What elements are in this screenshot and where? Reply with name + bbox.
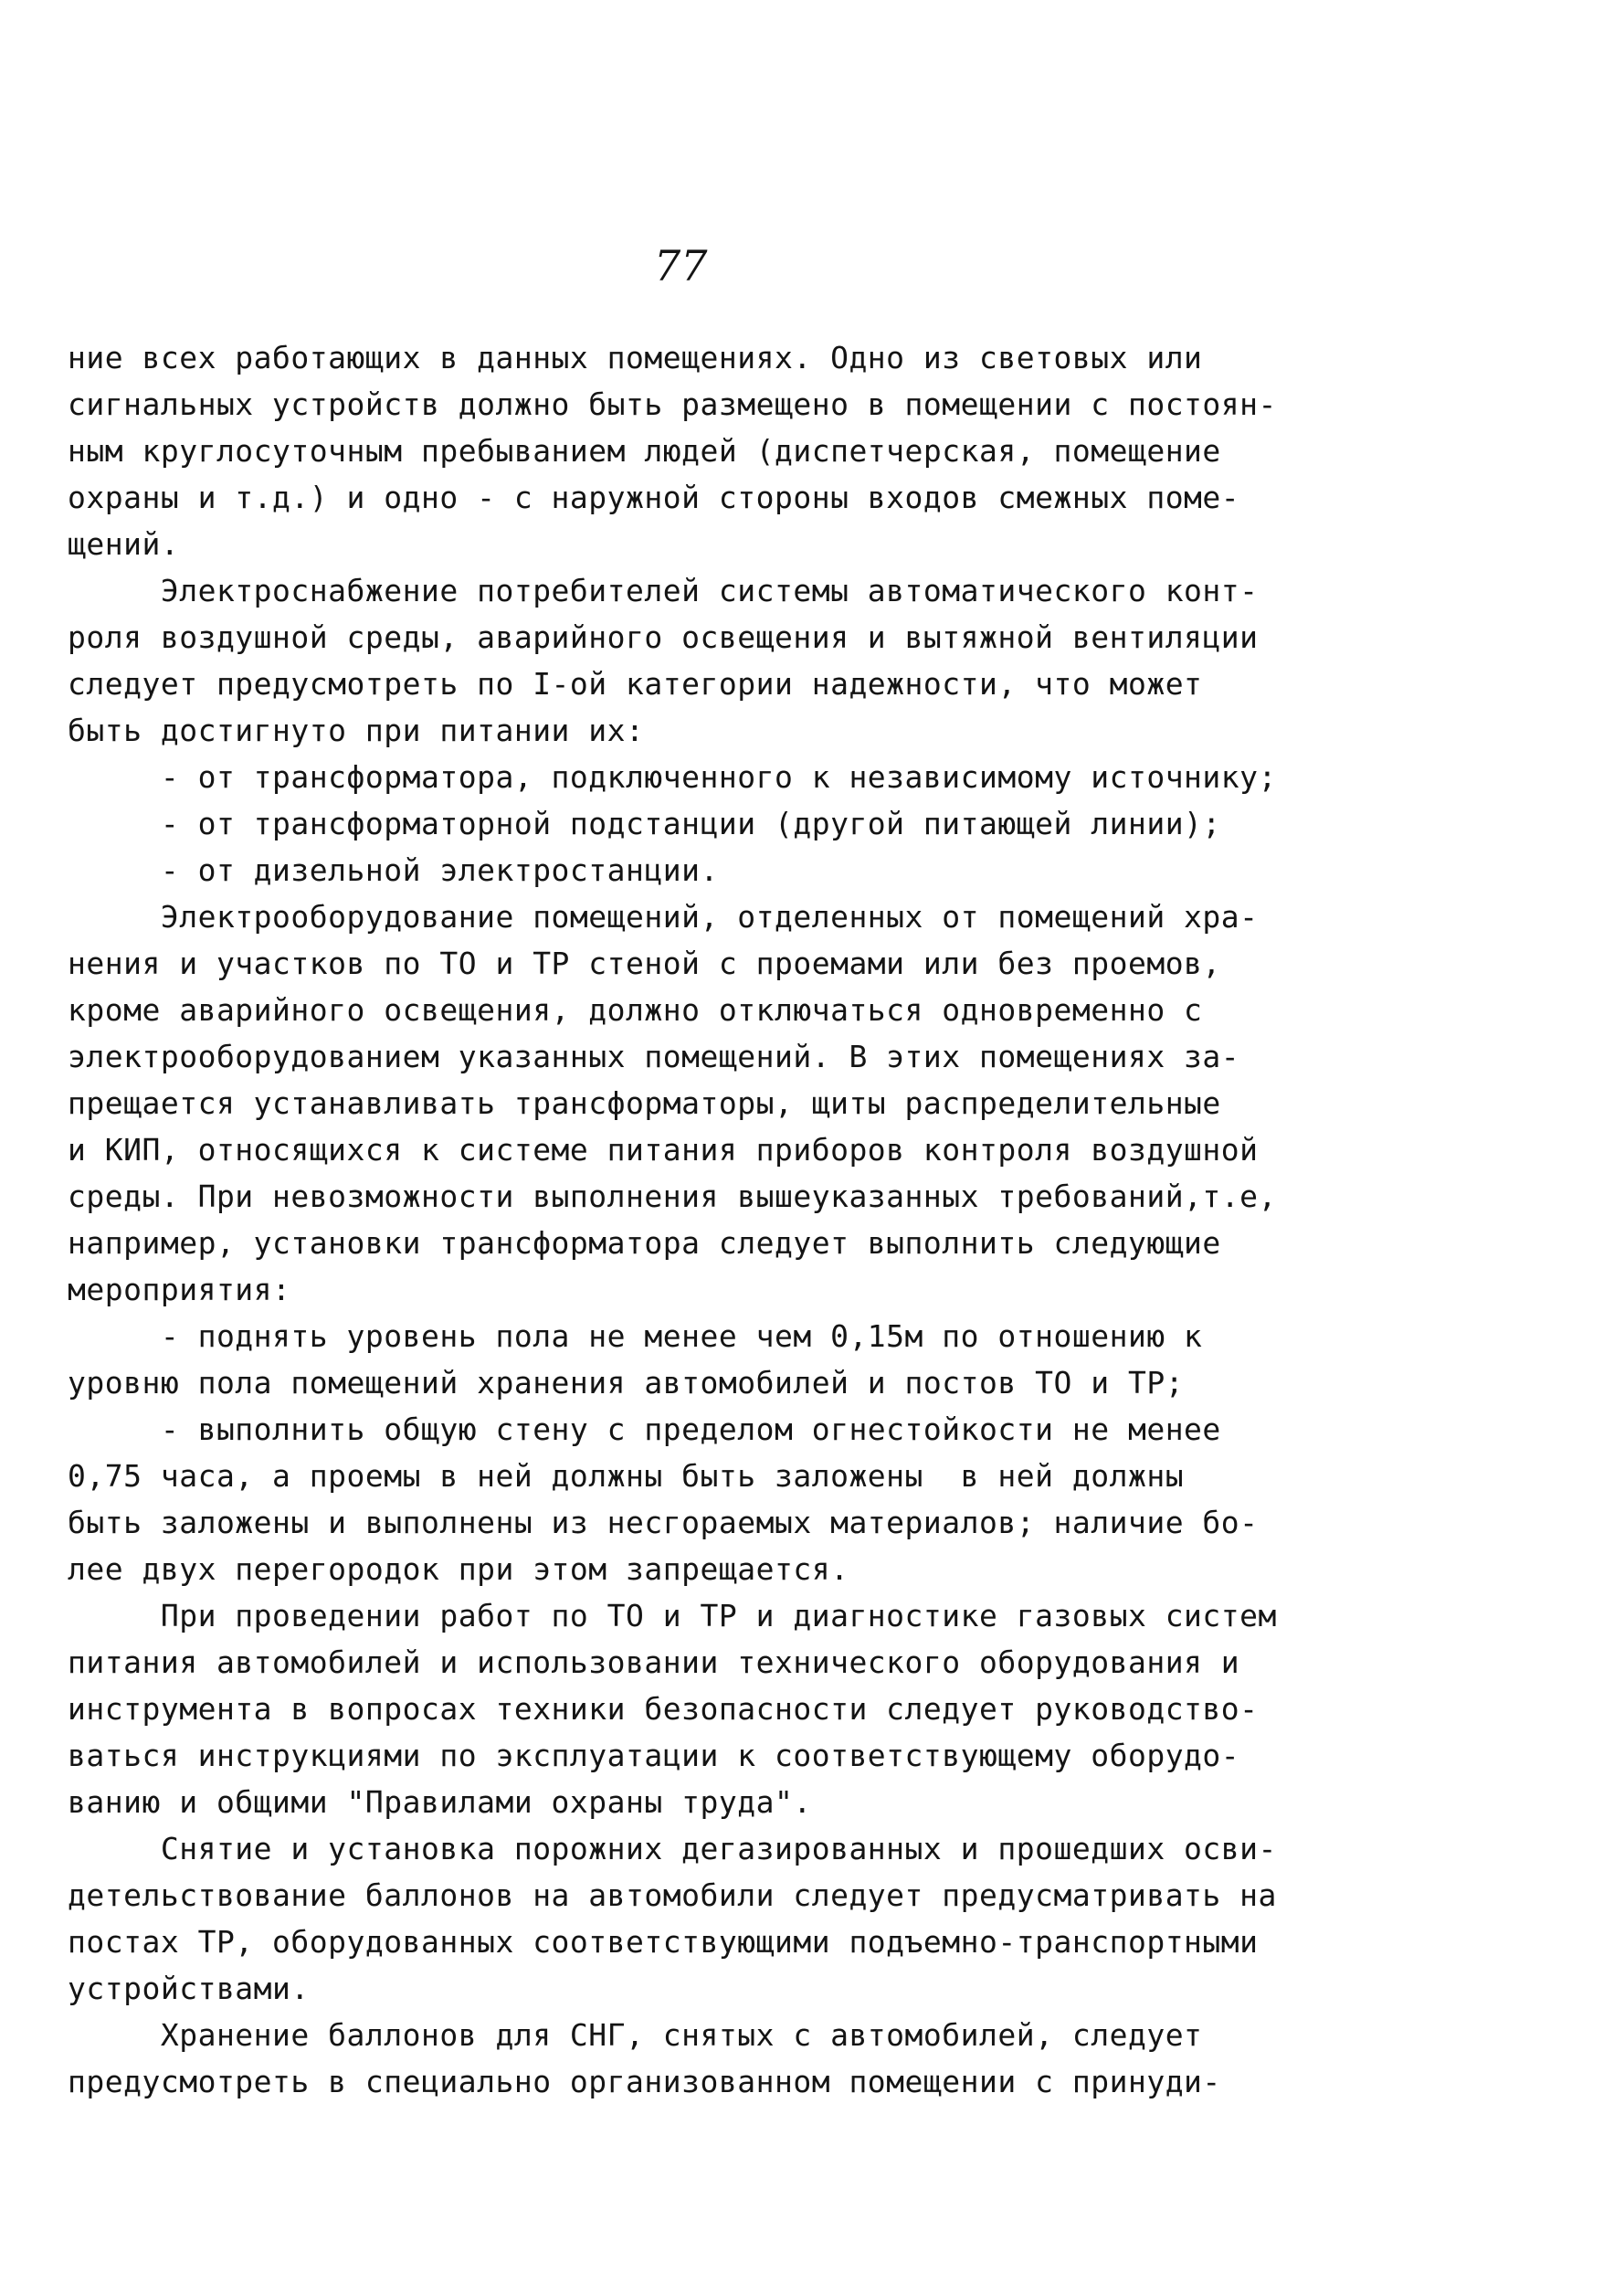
page-number: 77: [654, 241, 708, 291]
body-text: [68, 334, 1328, 2105]
text-line: Электроснабжение потребителей системы автоматического конт-: [68, 573, 1259, 608]
text-line: 0,75 часа, а проемы в ней должны быть заложены в ней должны: [68, 1458, 1185, 1494]
text-line: ваться инструкциями по эксплуатации к соответствующему оборудо-: [68, 1738, 1240, 1773]
text-line: устройствами.: [68, 1971, 310, 2006]
text-line: лее двух перегородок при этом запрещается.: [68, 1551, 849, 1587]
text-line: инструмента в вопросах техники безопасности следует руководство-: [68, 1691, 1259, 1727]
text-line: среды. При невозможности выполнения вышеуказанных требований,т.е,: [68, 1179, 1277, 1214]
text-line: следует предусмотреть по I-ой категории надежности, что может: [68, 666, 1203, 702]
text-line: охраны и т.д.) и одно - с наружной стороны входов смежных поме-: [68, 480, 1240, 515]
text-line: быть заложены и выполнены из несгораемых материалов; наличие бо-: [68, 1505, 1259, 1540]
text-line: прещается устанавливать трансформаторы, щиты распределительные: [68, 1085, 1221, 1121]
text-line: детельствование баллонов на автомобили следует предусматривать на: [68, 1877, 1277, 1913]
text-line: Электрооборудование помещений, отделенных от помещений хра-: [68, 899, 1259, 935]
text-line: ным круглосуточным пребыванием людей (диспетчерская, помещение: [68, 433, 1221, 469]
text-line: - выполнить общую стену с пределом огнестойкости не менее: [68, 1411, 1221, 1447]
text-line: предусмотреть в специально организованном помещении с принуди-: [68, 2064, 1221, 2099]
text-line: кроме аварийного освещения, должно отключаться одновременно с: [68, 992, 1203, 1028]
text-line: Хранение баллонов для СНГ, снятых с автомобилей, следует: [68, 2017, 1203, 2053]
text-line: быть достигнуто при питании их:: [68, 713, 645, 748]
text-line: и КИП, относящихся к системе питания приборов контроля воздушной: [68, 1132, 1259, 1168]
text-line: - от дизельной электростанции.: [68, 852, 719, 888]
text-line: например, установки трансформатора следует выполнить следующие: [68, 1225, 1221, 1261]
text-line: Снятие и установка порожних дегазированных и прошедших осви-: [68, 1831, 1277, 1866]
text-line: уровню пола помещений хранения автомобилей и постов ТО и ТР;: [68, 1365, 1185, 1401]
text-line: мероприятия:: [68, 1272, 291, 1307]
text-line: электрооборудованием указанных помещений. В этих помещениях за-: [68, 1039, 1240, 1074]
text-line: питания автомобилей и использовании технического оборудования и: [68, 1644, 1240, 1680]
text-line: При проведении работ по ТО и ТР и диагностике газовых систем: [68, 1598, 1277, 1633]
text-line: ванию и общими "Правилами охраны труда".: [68, 1784, 812, 1820]
text-line: роля воздушной среды, аварийного освещения и вытяжной вентиляции: [68, 619, 1259, 655]
text-line: постах ТР, оборудованных соответствующими подъемно-транспортными: [68, 1924, 1259, 1960]
text-line: щений.: [68, 526, 180, 562]
text-line: - от трансформатора, подключенного к независимому источнику;: [68, 759, 1277, 795]
text-line: - от трансформаторной подстанции (другой питающей линии);: [68, 806, 1221, 841]
text-line: ние всех работающих в данных помещениях. Одно из световых или: [68, 340, 1203, 375]
text-line: сигнальных устройств должно быть размещено в помещении с постоян-: [68, 386, 1277, 422]
text-line: нения и участков по ТО и ТР стеной с проемами или без проемов,: [68, 946, 1221, 981]
text-line: - поднять уровень пола не менее чем 0,15м по отношению к: [68, 1318, 1203, 1354]
